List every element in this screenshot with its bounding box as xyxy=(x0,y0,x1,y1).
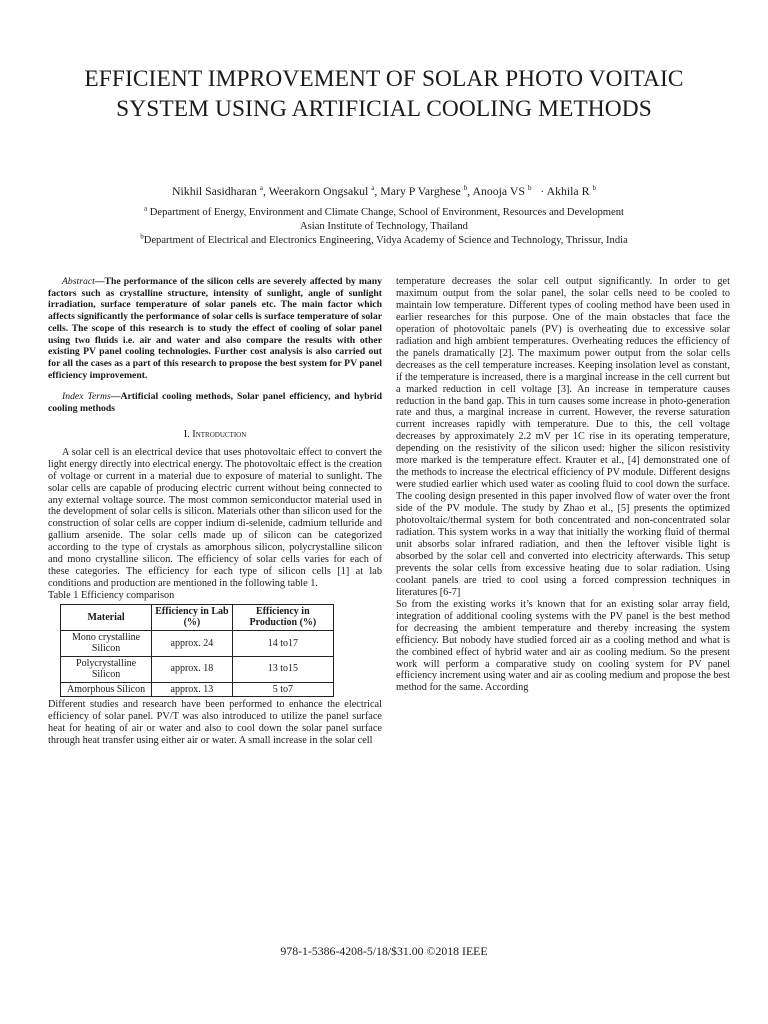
table-cell: 5 to7 xyxy=(232,682,333,696)
table-caption: Table 1 Efficiency comparison xyxy=(48,590,175,602)
affiliation-a xyxy=(0,206,768,219)
table-cell: approx. 13 xyxy=(152,682,233,696)
author-separator: , xyxy=(374,184,381,198)
table-row xyxy=(61,630,334,656)
table-header-cell: Material xyxy=(61,605,152,631)
author-affiliation-mark: b xyxy=(463,184,468,193)
author-name: Nikhil Sasidharan xyxy=(172,184,257,198)
affiliation-a-line2: Asian Institute of Technology, Thailand xyxy=(300,221,468,232)
section-heading-introduction xyxy=(48,429,382,441)
right-column xyxy=(396,276,730,694)
table-header-row xyxy=(61,605,334,631)
table-header-cell: Efficiency in Lab (%) xyxy=(152,605,233,631)
author-affiliation-mark: a xyxy=(259,184,263,193)
efficiency-table xyxy=(60,604,334,697)
table-cell: 13 to15 xyxy=(232,656,333,682)
table-cell: Mono crystalline Silicon xyxy=(61,630,152,656)
author-affiliation-mark: b xyxy=(592,184,596,193)
author-name: Weerakorn Ongsakul xyxy=(268,184,369,198)
table-cell: approx. 18 xyxy=(152,656,233,682)
right-paragraph-2: So from the existing works it’s known that for an existing solar array field, integration of additional cooling systems with the PV panel is the best method for decreasing the ambient temperature and thereby increasing the system efficiency. But nobody have studied forced air as a cooling method and what is the combined effect of hybrid water and air as cooling medium. So the present work will perform a comparative study on cooling system for PV panel efficiency increment using water and air as cooling medium and propose the best method for the same. According xyxy=(396,598,730,694)
author-separator: · xyxy=(531,184,547,198)
author-affiliation-mark: a xyxy=(371,184,375,193)
affiliation-a-mark: a xyxy=(143,204,148,213)
table-cell: 14 to17 xyxy=(232,630,333,656)
table-body xyxy=(61,630,334,696)
table-row xyxy=(61,682,334,696)
author-list xyxy=(0,184,768,199)
table-header-cell: Efficiency in Production (%) xyxy=(232,605,333,631)
abstract-text: —The performance of the silicon cells are severely affected by many factors such as crystalline structure, intensity of sunlight, angle of sunlight irradiation, surface temperature of solar panels etc. The main factor which affects significantly the performance of solar cells is surface temperature of solar cells. The scope of this research is to study the effect of cooling of solar panel using two fluids i.e. air and water and also compare the results with other existing PV panel cooling technologies. Further cost analysis is also carried out for all the cases as a part of this research to propose the best system for PV panel efficiency improvement. xyxy=(48,276,382,381)
author-name: Mary P Varghese xyxy=(380,184,461,198)
table-cell: approx. 24 xyxy=(152,630,233,656)
section-number: I. xyxy=(183,428,193,440)
index-terms xyxy=(48,391,382,414)
affiliation-a-line1: Department of Energy, Environment and Climate Change, School of Environment, Resources and Development xyxy=(147,207,624,218)
index-terms-lead: Index Terms xyxy=(62,391,111,403)
table-row xyxy=(61,656,334,682)
affiliation-b-line: Department of Electrical and Electronics Engineering, Vidya Academy of Science and Technology, Thrissur, India xyxy=(143,235,628,246)
author-separator: , xyxy=(467,184,473,198)
abstract xyxy=(48,276,382,381)
intro-paragraph-1: A solar cell is an electrical device that uses photovoltaic effect to convert the light energy directly into electrical energy. The photovoltaic effect is the creation of voltage or current in a material due to exposure of material to sunlight. The solar cells are capable of producing electric current without being connected to any external voltage source. The most common semiconductor material used in the development of solar cells is silicon. Materials other than silicon used for the construction of solar cells are copper indium di-selenide, cadmium telluride and gallium arsenide. The solar cells made up of silicon can be categorized according to the type of crystals as amorphous silicon, polycrystalline silicon and mono crystalline silicon. The efficiency of solar cells varies for each of these categories. The efficiency for each type of silicon cells [1] at lab conditions and production are mentioned in the following table 1. xyxy=(48,446,382,590)
affiliation-b-mark: b xyxy=(140,232,144,241)
author-separator: , xyxy=(262,184,269,198)
section-title: Introduction xyxy=(192,428,247,440)
table-cell: Amorphous Silicon xyxy=(61,682,152,696)
author-affiliation-mark: b xyxy=(527,184,532,193)
author-name: Anooja VS xyxy=(472,184,525,198)
index-terms-text: —Artificial cooling methods, Solar panel efficiency, and hybrid cooling methods xyxy=(48,391,382,415)
affiliation-b xyxy=(0,234,768,247)
intro-paragraph-2: Different studies and research have been performed to enhance the electrical efficiency of solar panel. PV/T was also introduced to utilize the panel surface heat for heating of air or water and also to cool down the solar panel surface through heat transfer using either air or water. A small increase in the solar cell xyxy=(48,698,382,746)
left-column xyxy=(48,276,382,747)
copyright-footer: 978-1-5386-4208-5/18/$31.00 ©2018 IEEE xyxy=(280,944,488,958)
paper-title: EFFICIENT IMPROVEMENT OF SOLAR PHOTO VOITAIC SYSTEM USING ARTIFICIAL COOLING METHODS xyxy=(84,66,684,122)
right-paragraph-1: temperature decreases the solar cell output significantly. In order to get maximum output from the solar panel, the solar cells need to be cooled to maintain low temperature. Different types of cooling method have been used in earlier researches for this purpose. One of the main obstacles that face the operation of photovoltaic panels (PV) is overheating due to excessive solar radiation and high ambient temperatures. Overheating reduces the efficiency of the panels dramatically [2]. The maximum power output from the solar cells decreases as the cell temperature increases. Keeping insolation level as constant, if the temperature is increased, there is a marginal increase in the cell current but a marked reduction in cell voltage [3]. An increase in temperature causes reduction in the band gap. This in turn causes some increase in photo-generation rate and thus, a marginal increase in current. However, the reverse saturation current increases rapidly with temperature. Due to this, the cell voltage decreases by approximately 2.2 mV per 1C rise in its operating temperature, depending on the resistivity of the silicon used: higher the silicon resistivity more marked is the temperature effect. Krauter et al., [4] demonstrated one of the methods to increase the electrical efficiency of PV module. Different designs were studied earlier which used water as cooling fluid to cool down the surface. The cooling design presented in this paper involved flow of water over the front side of the PV module. The study by Zhao et al., [5] presents the optimized photovoltaic/thermal system for both concentrated and non-concentrated solar radiation. This system works in a way that initially the working fluid of thermal unit absorbs solar infrared radiation, and then the leftover visible light is absorbed by the solar cell and converted into electricity afterwards. This setup prevents the solar cells from excessive heating due to solar radiation. Using coolant panels are tried to cool using a forced compression techniques in literatures [6-7] xyxy=(396,276,730,598)
author-name: Akhila R xyxy=(546,184,590,198)
table-cell: Polycrystalline Silicon xyxy=(61,656,152,682)
abstract-lead: Abstract xyxy=(62,276,95,287)
